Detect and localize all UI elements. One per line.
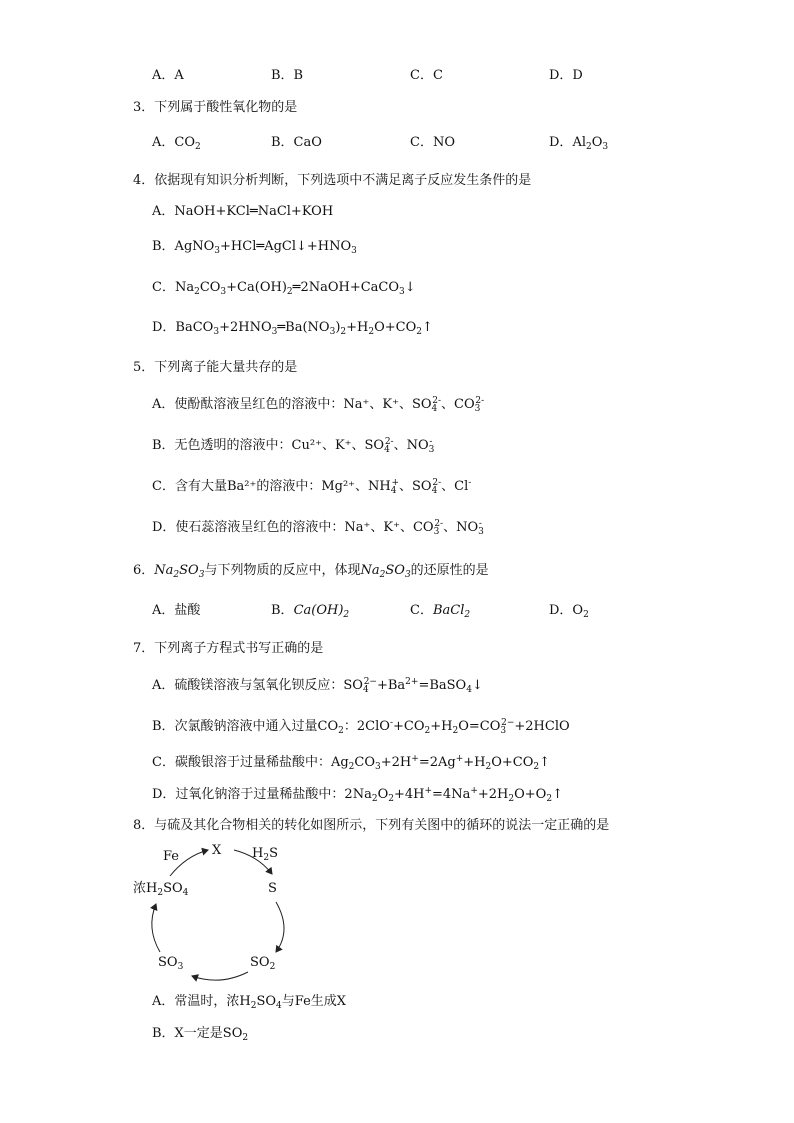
arrow-so2-to-so3 [192,972,248,980]
q8-option-b: B．X一定是$SO_2$ [152,1026,249,1043]
q7-option-b: B．次氯酸钠溶液中通入过量$CO_2$：$2ClO^-+CO_2+H_2O=CO_3^{2-}+2HClO$ [152,718,570,736]
q5-option-a: A．使酚酞溶液呈红色的溶液中：Na⁺、K⁺、$SO_4^{2-}$、$CO_3^{2-}$ [152,396,485,414]
q4-option-b: B．$AgNO_3+HCl═AgCl↓+HNO_3$ [152,239,357,256]
q6-option-c: C．BaCl$_2$ [410,603,471,620]
q3-stem: 3．下列属于酸性氧化物的是 [133,100,298,115]
q2-option-a: A．A [152,68,184,83]
q5-option-b: B．无色透明的溶液中：Cu²⁺、K⁺、$SO_4^{2-}$、$NO_3^-$ [152,437,435,455]
arrow-so3-to-h2so4 [152,904,160,952]
cycle-label-so3: $SO_3$ [158,955,184,972]
q8-option-a: A．常温时，浓$H_2SO_4$与Fe生成X [152,994,347,1011]
q6-option-d: D．$O_2$ [549,603,589,620]
cycle-label-fe: Fe [163,849,180,864]
q6-stem: 6．$Na_2SO_3$与下列物质的反应中，体现$Na_2SO_3$的还原性的是 [133,563,489,580]
cycle-label-x: X [212,843,222,858]
q5-stem: 5．下列离子能大量共存的是 [133,360,298,375]
q4-option-a: A．NaOH+KCl═NaCl+KOH [152,204,334,219]
q6-option-a: A．盐酸 [152,603,201,618]
q2-option-c: C．C [410,68,443,83]
q4-option-d: D．$BaCO_3+2HNO_3═Ba(NO_3)_2+H_2O+CO_2↑$ [152,320,433,337]
q5-option-c: C．含有大量Ba²⁺的溶液中：Mg²⁺、$NH_4^+$、$SO_4^{2-}$、Cl- [152,478,472,496]
q5-option-d: D．使石蕊溶液呈红色的溶液中：Na⁺、K⁺、$CO_3^{2-}$、$NO_3^-$ [152,519,484,537]
q7-option-c: C．碳酸银溶于过量稀盐酸中：$Ag_2CO_3+2H^+=2Ag^++H_2O+CO_2↑$ [152,754,550,772]
arrow-s-to-so2 [276,902,284,952]
q3-option-a: A．$CO_2$ [152,135,201,152]
q4-stem: 4．依据现有知识分析判断，下列选项中不满足离子反应发生条件的是 [133,173,532,188]
q7-option-d: D．过氧化钠溶于过量稀盐酸中：$2Na_2O_2+4H^+=4Na^++2H_2O+O_2↑$ [152,786,563,804]
cycle-label-h2s: $H_2S$ [252,846,278,863]
q3-option-d: D．$Al_2O_3$ [549,135,609,152]
q2-option-d: D．D [549,68,583,83]
cycle-label-s: S [268,881,277,896]
q8-stem: 8．与硫及其化合物相关的转化如图所示，下列有关图中的循环的说法一定正确的是 [133,818,610,833]
q6-option-b: B．$Ca(OH)_2$ [271,603,350,620]
q7-option-a: A．硫酸镁溶液与氢氧化钡反应：$SO_4^{2-}+Ba^{2+}=BaSO_4↓$ [152,677,483,695]
cycle-label-conc-h2so4: 浓$H_2SO_4$ [133,881,189,898]
q4-option-c: C．$Na_2CO_3+Ca(OH)_2═2NaOH+CaCO_3↓$ [152,280,416,297]
q3-option-b: B．CaO [271,135,322,150]
q3-option-c: C．NO [410,135,455,150]
q7-stem: 7．下列离子方程式书写正确的是 [133,641,324,656]
q2-option-b: B．B [271,68,304,83]
cycle-label-so2: $SO_2$ [250,955,276,972]
